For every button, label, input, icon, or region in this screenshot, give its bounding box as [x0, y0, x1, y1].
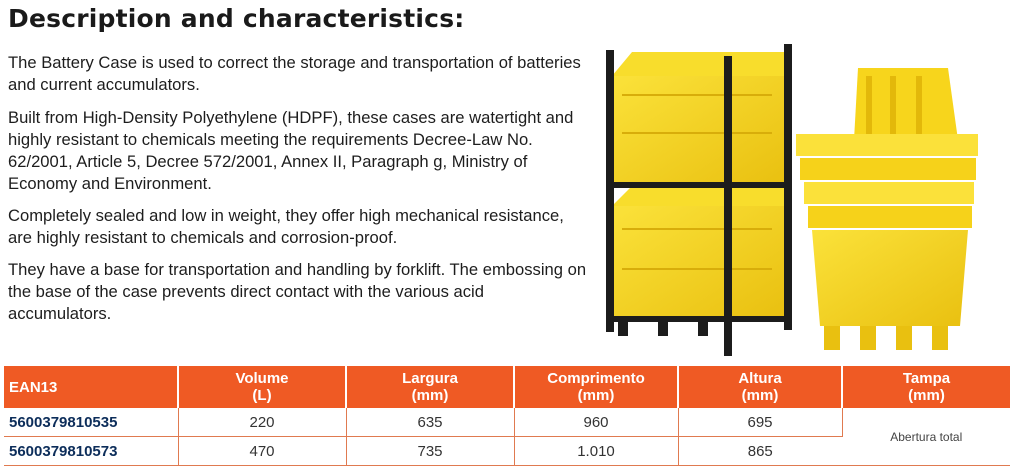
product-photo	[598, 36, 1006, 366]
altura-cell: 865	[678, 437, 842, 466]
header-altura: Altura (mm)	[678, 366, 842, 408]
volume-cell: 470	[178, 437, 346, 466]
largura-cell: 635	[346, 408, 514, 437]
description-paragraph-1: The Battery Case is used to correct the storage and transportation of batteries and current accumulators.	[8, 53, 581, 94]
ean-cell: 5600379810535	[4, 408, 178, 437]
ean-cell: 5600379810573	[4, 437, 178, 466]
description-paragraph-3: Completely sealed and low in weight, they offer high mechanical resistance, are highly resistant to chemicals and corrosion-proof.	[8, 206, 564, 247]
table-row	[4, 408, 1010, 437]
product-specs-table	[4, 366, 1010, 466]
volume-cell: 220	[178, 408, 346, 437]
page-title: Description and characteristics:	[8, 4, 465, 33]
largura-cell: 735	[346, 437, 514, 466]
header-volume: Volume (L)	[178, 366, 346, 408]
nested-battery-cases	[796, 68, 978, 350]
tampa-cell: Abertura total	[842, 408, 1010, 466]
table-header-row	[4, 366, 1010, 408]
description-paragraph-4: They have a base for transportation and handling by forklift. The embossing on the base of the case prevents direct contact with the various acid accumulators.	[8, 260, 587, 323]
comprimento-cell: 1.010	[514, 437, 678, 466]
comprimento-cell: 960	[514, 408, 678, 437]
description-paragraph-2: Built from High-Density Polyethylene (HDPF), these cases are watertight and highly resistant to chemicals meeting the requirements Decree-Law No. 62/2001, Article 5, Decree 572/2001, Annex II, Paragraph g, Ministry of Economy and Environment.	[8, 108, 574, 193]
header-largura: Largura (mm)	[346, 366, 514, 408]
header-tampa: Tampa (mm)	[842, 366, 1010, 408]
stacked-battery-cases	[606, 44, 792, 356]
altura-cell: 695	[678, 408, 842, 437]
header-comprimento: Comprimento (mm)	[514, 366, 678, 408]
header-ean13: EAN13	[4, 366, 178, 408]
